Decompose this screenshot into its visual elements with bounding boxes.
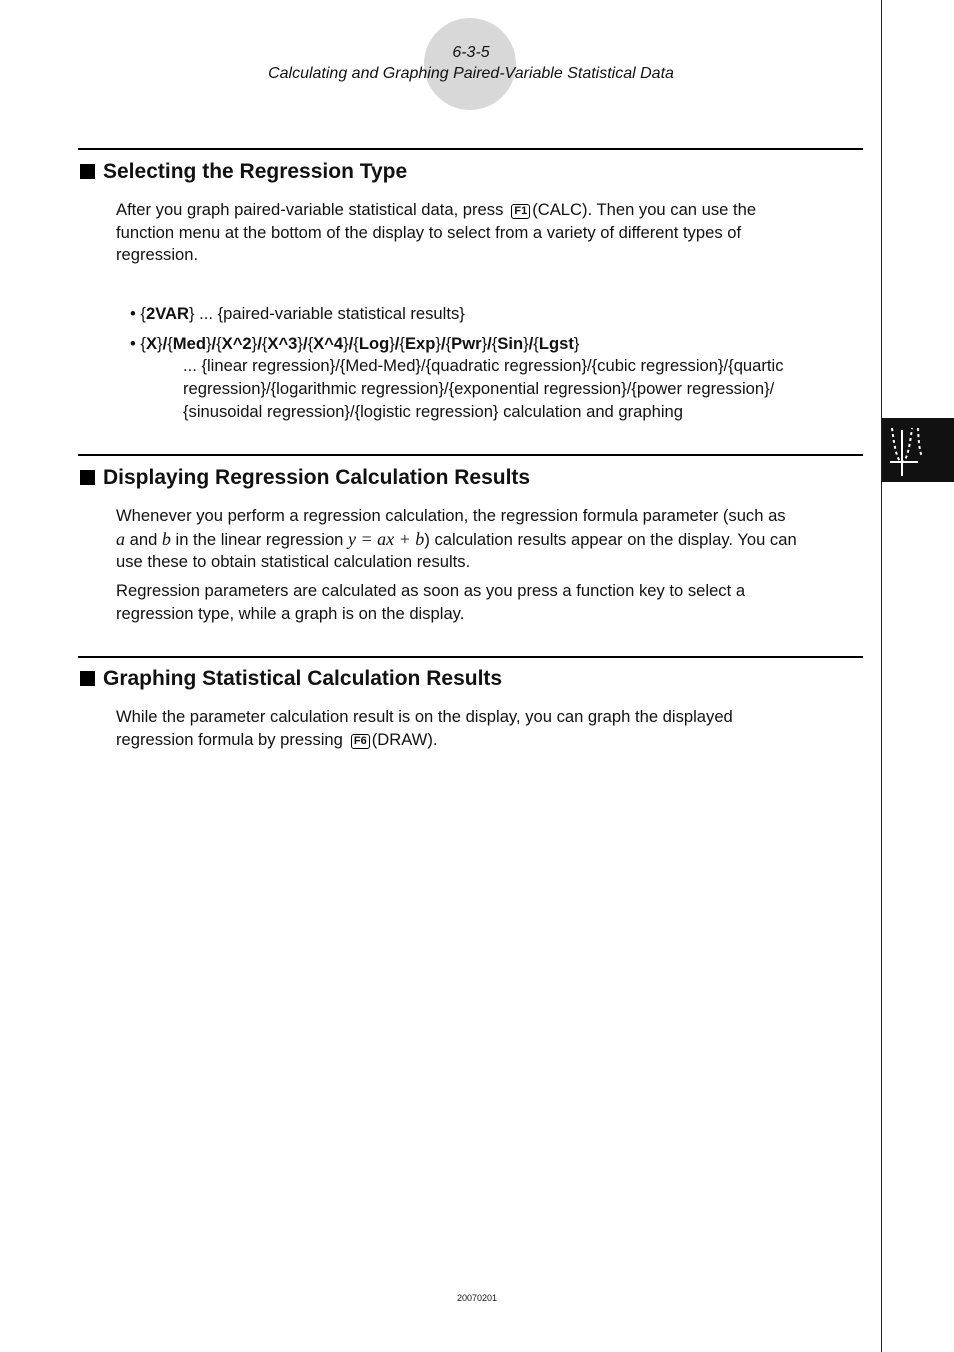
text: Whenever you perform a regression calculation, the regression formula parameter (such as xyxy=(116,506,786,525)
section-rule xyxy=(78,454,863,456)
paragraph xyxy=(116,706,861,751)
menu-key-label: Log xyxy=(358,334,390,353)
text: use these to obtain statistical calculation results. xyxy=(116,552,471,571)
square-bullet-icon xyxy=(80,470,95,485)
text: ... {linear regression}/{Med-Med}/{quadratic regression}/{cubic regression}/{quartic xyxy=(183,356,784,375)
menu-key-label: Exp xyxy=(404,334,436,353)
menu-key-label: X^2 xyxy=(221,334,252,353)
text: regression type, while a graph is on the display. xyxy=(116,603,465,623)
section-title: Displaying Regression Calculation Results xyxy=(103,466,531,489)
section-title: Selecting the Regression Type xyxy=(103,160,408,183)
menu-key-label: X^3 xyxy=(267,334,298,353)
text: (CALC). Then you can use the xyxy=(532,200,757,219)
paragraph xyxy=(116,199,861,267)
regression-graph-icon xyxy=(888,422,928,480)
text: regression}/{logarithmic regression}/{exponential regression}/{power regression}/ xyxy=(183,379,775,398)
math-formula: y = ax + b xyxy=(348,528,425,549)
menu-key-label: Pwr xyxy=(451,334,482,353)
margin-line xyxy=(881,0,882,1352)
menu-key-label: Lgst xyxy=(538,334,574,353)
text: While the parameter calculation result is on the display, you can graph the displayed xyxy=(116,707,733,726)
text: After you graph paired-variable statistical data, press xyxy=(116,200,504,219)
chapter-thumb-tab xyxy=(882,418,954,482)
section-heading xyxy=(80,666,502,692)
menu-key-label: X^4 xyxy=(313,334,344,353)
section-title: Graphing Statistical Calculation Results xyxy=(103,667,503,690)
running-title: Calculating and Graphing Paired-Variable Statistical Data xyxy=(268,65,674,82)
text: (DRAW). xyxy=(371,729,438,749)
text: {sinusoidal regression}/{logistic regression} calculation and graphing xyxy=(183,402,683,421)
text: function menu at the bottom of the display to select from a variety of different types of xyxy=(116,222,742,242)
f6-key-icon: F6 xyxy=(351,734,370,749)
bullet-dot: • xyxy=(130,304,136,323)
footer-code: 20070201 xyxy=(456,1293,498,1303)
list-item: • {X}/{Med}/{X^2}/{X^3}/{X^4}/{Log}/{Exp}/{Pwr}/{Sin}/{Lgst} xyxy=(130,334,580,353)
square-bullet-icon xyxy=(80,671,95,686)
text: Regression parameters are calculated as soon as you press a function key to select a xyxy=(116,581,746,600)
header-circle xyxy=(424,18,516,110)
list-item-description xyxy=(183,354,873,423)
menu-key-label: Med xyxy=(172,334,206,353)
paragraph xyxy=(116,505,861,574)
paragraph xyxy=(116,580,861,625)
text: in the linear regression xyxy=(170,529,349,549)
menu-key-label: X xyxy=(145,334,158,353)
section-heading xyxy=(80,159,407,185)
text: regression. xyxy=(116,245,199,264)
f1-key-icon: F1 xyxy=(511,204,530,219)
menu-key-label: 2VAR xyxy=(145,304,190,323)
math-variable: a xyxy=(116,528,125,549)
text: and xyxy=(125,529,162,549)
page-number: 6-3-5 xyxy=(452,44,490,61)
math-variable: b xyxy=(161,528,171,549)
section-rule xyxy=(78,148,863,150)
square-bullet-icon xyxy=(80,164,95,179)
text: ... {paired-variable statistical results} xyxy=(194,304,465,323)
bullet-dot: • xyxy=(130,334,136,353)
menu-key-label: Sin xyxy=(497,334,524,353)
text: regression formula by pressing xyxy=(116,729,343,749)
section-rule xyxy=(78,656,863,658)
text: ) calculation results appear on the display. You can xyxy=(424,529,797,549)
section-heading xyxy=(80,465,530,491)
list-item: • {2VAR} ... {paired-variable statistical results} xyxy=(130,304,465,323)
